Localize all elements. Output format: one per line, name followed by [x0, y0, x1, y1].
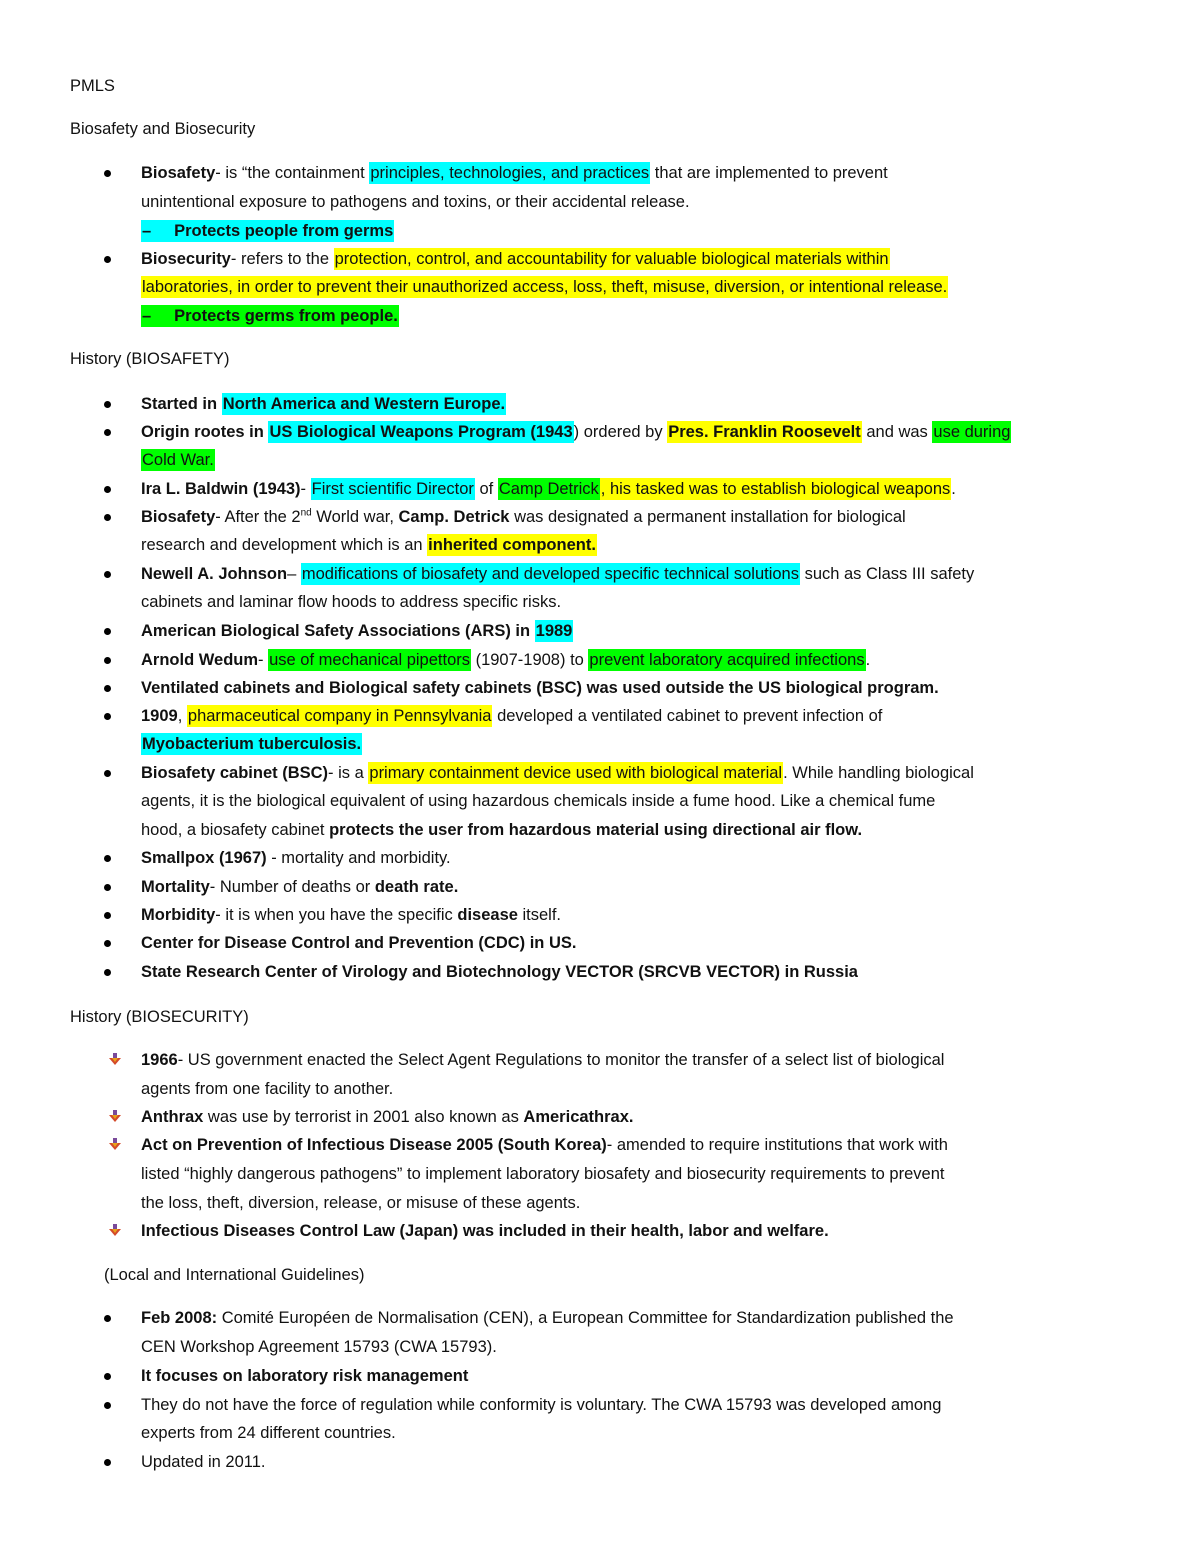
list-item: Ventilated cabinets and Biological safety cabinets (BSC) was used outside the US biological program. [141, 679, 939, 697]
doc-title: PMLS [70, 77, 115, 95]
arrow-bullet-icon [108, 1052, 122, 1066]
arrow-bullet-icon [108, 1109, 122, 1123]
bullet-icon [104, 1402, 111, 1409]
list-item-cont: experts from 24 different countries. [141, 1424, 396, 1442]
list-item: 1966- US government enacted the Select Agent Regulations to monitor the transfer of a select list of biological [141, 1051, 945, 1069]
list-item: Started in North America and Western Europe. [141, 395, 506, 413]
list-item-cont: Cold War. [142, 451, 214, 469]
list-item-cont: the loss, theft, diversion, release, or misuse of these agents. [141, 1194, 581, 1212]
list-item-cont: agents, it is the biological equivalent of using hazardous chemicals inside a fume hood. Like a chemical fume [141, 792, 936, 810]
section-heading-history-biosecurity: History (BIOSECURITY) [70, 1008, 249, 1026]
bullet-icon [104, 969, 111, 976]
arrow-bullet-icon [108, 1223, 122, 1237]
list-item: Smallpox (1967) - mortality and morbidity. [141, 849, 451, 867]
bullet-icon [104, 713, 111, 720]
bullet-icon [104, 628, 111, 635]
bullet-icon [104, 514, 111, 521]
sub-item: – Protects germs from people. [142, 307, 398, 325]
list-item-cont: hood, a biosafety cabinet protects the user from hazardous material using directional air flow. [141, 821, 863, 839]
list-item-cont: cabinets and laminar flow hoods to address specific risks. [141, 593, 562, 611]
list-item-cont: research and development which is an inherited component. [141, 536, 596, 554]
bullet-icon [104, 486, 111, 493]
list-item: Biosafety- After the 2nd World war, Camp. Detrick was designated a permanent installation for biological [141, 507, 906, 526]
list-item: Biosecurity- refers to the protection, control, and accountability for valuable biological materials within [141, 250, 889, 268]
list-item: Biosafety cabinet (BSC)- is a primary containment device used with biological material. While handling biological [141, 764, 974, 782]
list-item-cont: CEN Workshop Agreement 15793 (CWA 15793). [141, 1338, 497, 1356]
bullet-icon [104, 855, 111, 862]
bullet-icon [104, 657, 111, 664]
bullet-icon [104, 401, 111, 408]
bullet-icon [104, 912, 111, 919]
bullet-icon [104, 1373, 111, 1380]
list-item: They do not have the force of regulation while conformity is voluntary. The CWA 15793 was developed among [141, 1396, 942, 1414]
list-item: Morbidity- it is when you have the specific disease itself. [141, 906, 562, 924]
list-item: 1909, pharmaceutical company in Pennsylvania developed a ventilated cabinet to prevent infection of [141, 707, 883, 725]
section-heading-guidelines: (Local and International Guidelines) [104, 1266, 365, 1284]
list-item: American Biological Safety Associations (ARS) in 1989 [141, 622, 573, 640]
bullet-icon [104, 770, 111, 777]
list-item-cont: unintentional exposure to pathogens and toxins, or their accidental release. [141, 193, 690, 211]
list-item-cont: listed “highly dangerous pathogens” to implement laboratory biosafety and biosecurity requirements to prevent [141, 1165, 945, 1183]
bullet-icon [104, 940, 111, 947]
arrow-bullet-icon [108, 1137, 122, 1151]
sub-item: – Protects people from germs [142, 222, 394, 240]
list-item: Newell A. Johnson– modifications of biosafety and developed specific technical solutions such as Class III safety [141, 565, 975, 583]
bullet-icon [104, 1315, 111, 1322]
list-item-cont: agents from one facility to another. [141, 1080, 394, 1098]
list-item: Updated in 2011. [141, 1453, 266, 1471]
bullet-icon [104, 685, 111, 692]
bullet-icon [104, 1459, 111, 1466]
list-item: Origin rootes in US Biological Weapons Program (1943) ordered by Pres. Franklin Roosevelt and was use during [141, 423, 1011, 441]
list-item: Infectious Diseases Control Law (Japan) was included in their health, labor and welfare. [141, 1222, 829, 1240]
bullet-icon [104, 170, 111, 177]
list-item: Anthrax was use by terrorist in 2001 also known as Americathrax. [141, 1108, 634, 1126]
bullet-icon [104, 571, 111, 578]
list-item: Feb 2008: Comité Européen de Normalisation (CEN), a European Committee for Standardization published the [141, 1309, 954, 1327]
section-heading-biosafety-biosecurity: Biosafety and Biosecurity [70, 120, 256, 138]
list-item-cont: laboratories, in order to prevent their unauthorized access, loss, theft, misuse, diversion, or intentional release. [142, 278, 948, 296]
list-item: Arnold Wedum- use of mechanical pipettors (1907-1908) to prevent laboratory acquired infections. [141, 651, 871, 669]
list-item: Ira L. Baldwin (1943)- First scientific Director of Camp Detrick , his tasked was to establish biological weapons. [141, 480, 956, 498]
list-item: Biosafety- is “the containment principles, technologies, and practices that are implemented to prevent [141, 164, 888, 182]
list-item: Mortality- Number of deaths or death rate. [141, 878, 459, 896]
list-item: State Research Center of Virology and Biotechnology VECTOR (SRCVB VECTOR) in Russia [141, 963, 858, 981]
list-item: Center for Disease Control and Prevention (CDC) in US. [141, 934, 577, 952]
section-heading-history-biosafety: History (BIOSAFETY) [70, 350, 230, 368]
list-item: Act on Prevention of Infectious Disease 2005 (South Korea)- amended to require institutions that work with [141, 1136, 948, 1154]
bullet-icon [104, 256, 111, 263]
list-item-cont: Myobacterium tuberculosis. [142, 735, 362, 753]
bullet-icon [104, 884, 111, 891]
bullet-icon [104, 429, 111, 436]
list-item: It focuses on laboratory risk management [141, 1367, 469, 1385]
